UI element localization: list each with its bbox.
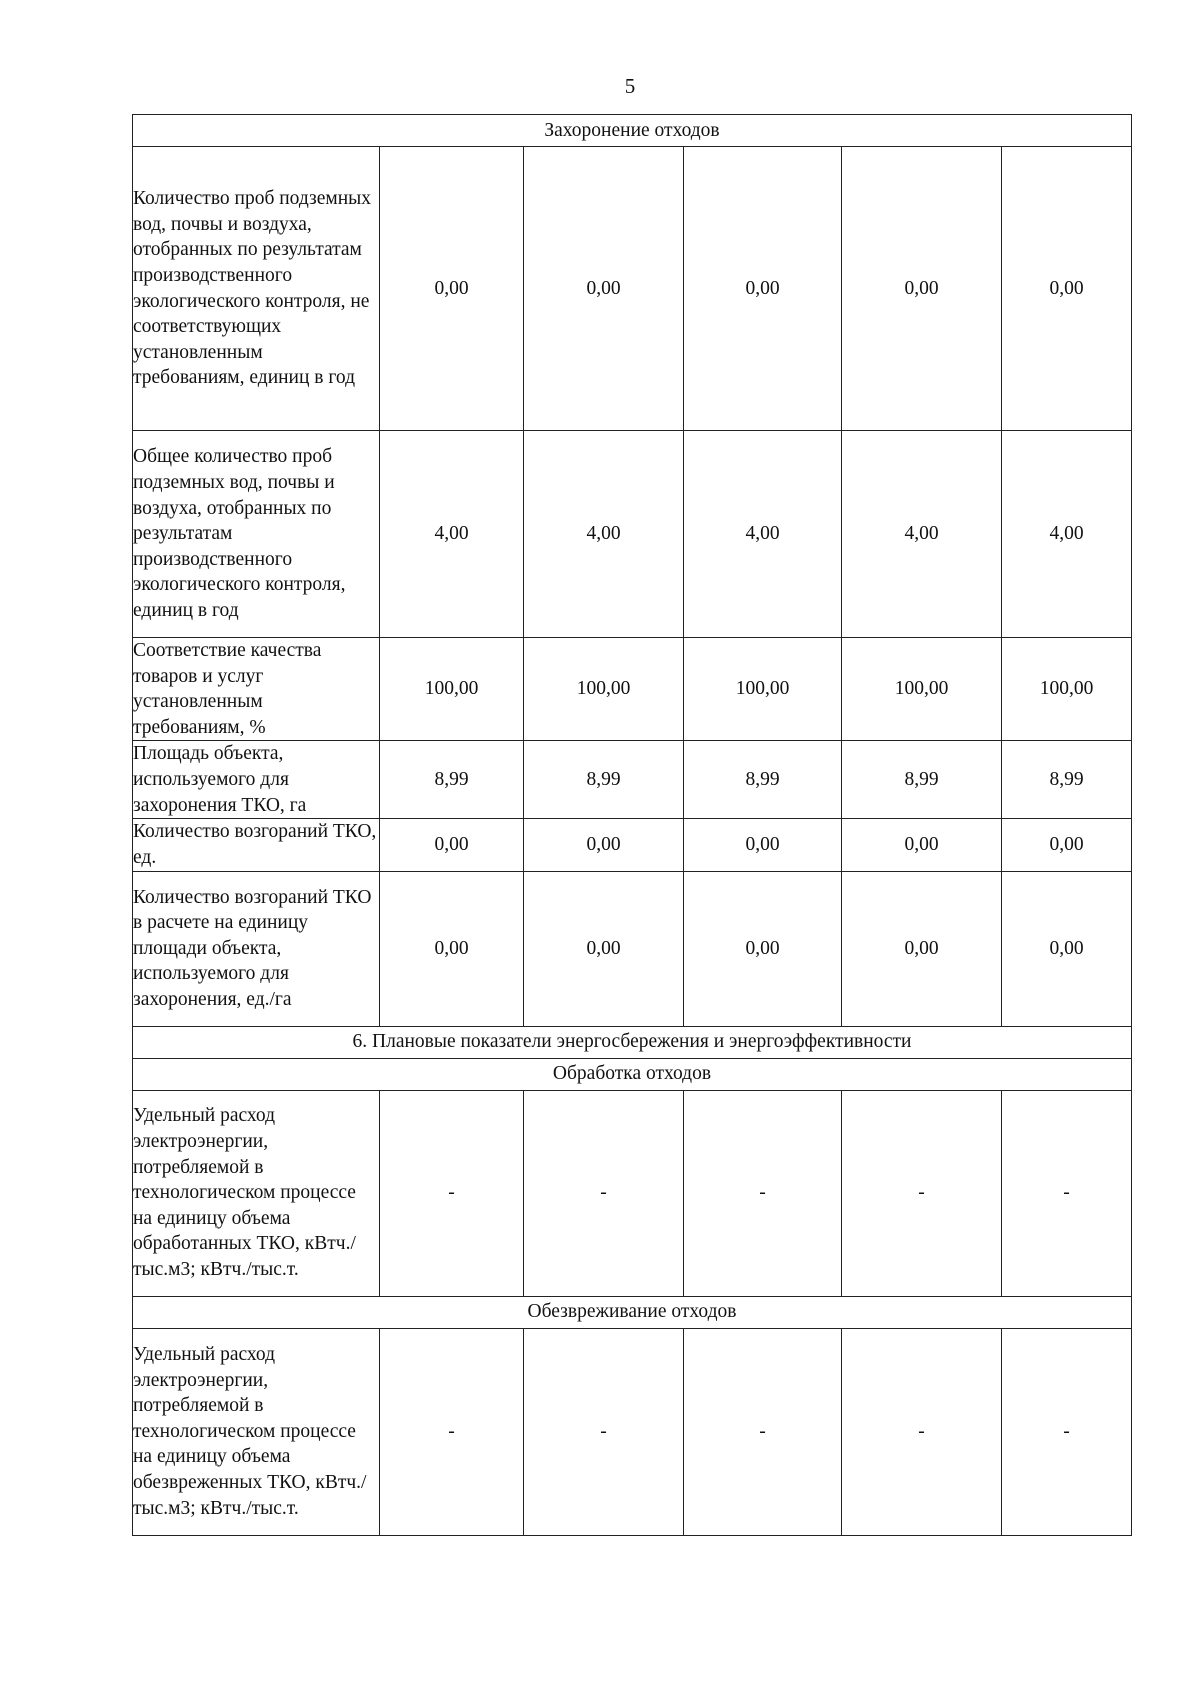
section-header-row — [133, 115, 1132, 147]
indicator-value: 8,99 — [1002, 741, 1132, 819]
indicator-value: 100,00 — [524, 638, 684, 741]
table-row — [133, 741, 1132, 819]
section-title: 6. Плановые показатели энергосбережения и энергоэффективности — [133, 1026, 1132, 1058]
indicator-value: 8,99 — [842, 741, 1002, 819]
indicator-value: - — [842, 1328, 1002, 1535]
indicators-table — [132, 114, 1132, 1536]
indicator-value: 8,99 — [380, 741, 524, 819]
indicator-value: - — [684, 1328, 842, 1535]
section-title: Обработка отходов — [133, 1058, 1132, 1090]
section-title: Захоронение отходов — [133, 115, 1132, 147]
indicator-value: 100,00 — [1002, 638, 1132, 741]
indicator-label: Удельный расход электроэнергии, потребляемой в технологическом процессе на единицу объема обработанных ТКО, кВтч./тыс.м3; кВтч./тыс.т. — [133, 1090, 380, 1296]
indicator-label: Соответствие качества товаров и услуг установленным требованиям, % — [133, 638, 380, 741]
indicator-value: 0,00 — [524, 871, 684, 1026]
indicator-value: 0,00 — [380, 819, 524, 871]
indicator-value: - — [1002, 1090, 1132, 1296]
indicator-label: Количество возгораний ТКО, ед. — [133, 819, 380, 871]
indicator-value: 0,00 — [684, 147, 842, 431]
indicator-value: 0,00 — [842, 147, 1002, 431]
indicator-value: 4,00 — [684, 431, 842, 638]
indicator-label: Количество проб подземных вод, почвы и воздуха, отобранных по результатам производственного экологического контроля, не соответствующих установленным требованиям, единиц в год — [133, 147, 380, 431]
table-row — [133, 1328, 1132, 1535]
section-header-row — [133, 1058, 1132, 1090]
indicator-value: 0,00 — [684, 819, 842, 871]
indicator-value: - — [524, 1090, 684, 1296]
indicator-value: 0,00 — [380, 871, 524, 1026]
indicator-value: 4,00 — [842, 431, 1002, 638]
table-row — [133, 147, 1132, 431]
section-header-row — [133, 1026, 1132, 1058]
page-number: 5 — [624, 74, 636, 98]
indicator-label: Удельный расход электроэнергии, потребляемой в технологическом процессе на единицу объема обезвреженных ТКО, кВтч./тыс.м3; кВтч./тыс.т. — [133, 1328, 380, 1535]
indicator-value: - — [524, 1328, 684, 1535]
indicator-value: - — [380, 1090, 524, 1296]
indicator-value: 8,99 — [524, 741, 684, 819]
table-row — [133, 638, 1132, 741]
indicator-label: Общее количество проб подземных вод, почвы и воздуха, отобранных по результатам производственного экологического контроля, единиц в год — [133, 431, 380, 638]
indicator-label: Площадь объекта, используемого для захоронения ТКО, га — [133, 741, 380, 819]
indicator-value: 8,99 — [684, 741, 842, 819]
indicator-value: 0,00 — [1002, 871, 1132, 1026]
indicator-value: 4,00 — [1002, 431, 1132, 638]
table-row — [133, 819, 1132, 871]
indicator-value: - — [842, 1090, 1002, 1296]
indicator-value: 0,00 — [684, 871, 842, 1026]
indicator-value: 100,00 — [684, 638, 842, 741]
indicator-value: 0,00 — [1002, 147, 1132, 431]
indicator-value: 100,00 — [380, 638, 524, 741]
table-row — [133, 1090, 1132, 1296]
indicator-value: - — [1002, 1328, 1132, 1535]
indicator-label: Количество возгораний ТКО в расчете на единицу площади объекта, используемого для захоронения, ед./га — [133, 871, 380, 1026]
indicator-value: 4,00 — [524, 431, 684, 638]
indicator-value: 0,00 — [842, 819, 1002, 871]
indicator-value: 0,00 — [380, 147, 524, 431]
table-row — [133, 431, 1132, 638]
section-header-row — [133, 1296, 1132, 1328]
section-title: Обезвреживание отходов — [133, 1296, 1132, 1328]
indicator-value: - — [684, 1090, 842, 1296]
indicator-value: 0,00 — [842, 871, 1002, 1026]
indicator-value: 4,00 — [380, 431, 524, 638]
table-row — [133, 871, 1132, 1026]
indicator-value: 0,00 — [1002, 819, 1132, 871]
indicator-value: 0,00 — [524, 147, 684, 431]
indicator-value: 100,00 — [842, 638, 1002, 741]
indicator-value: 0,00 — [524, 819, 684, 871]
indicator-value: - — [380, 1328, 524, 1535]
